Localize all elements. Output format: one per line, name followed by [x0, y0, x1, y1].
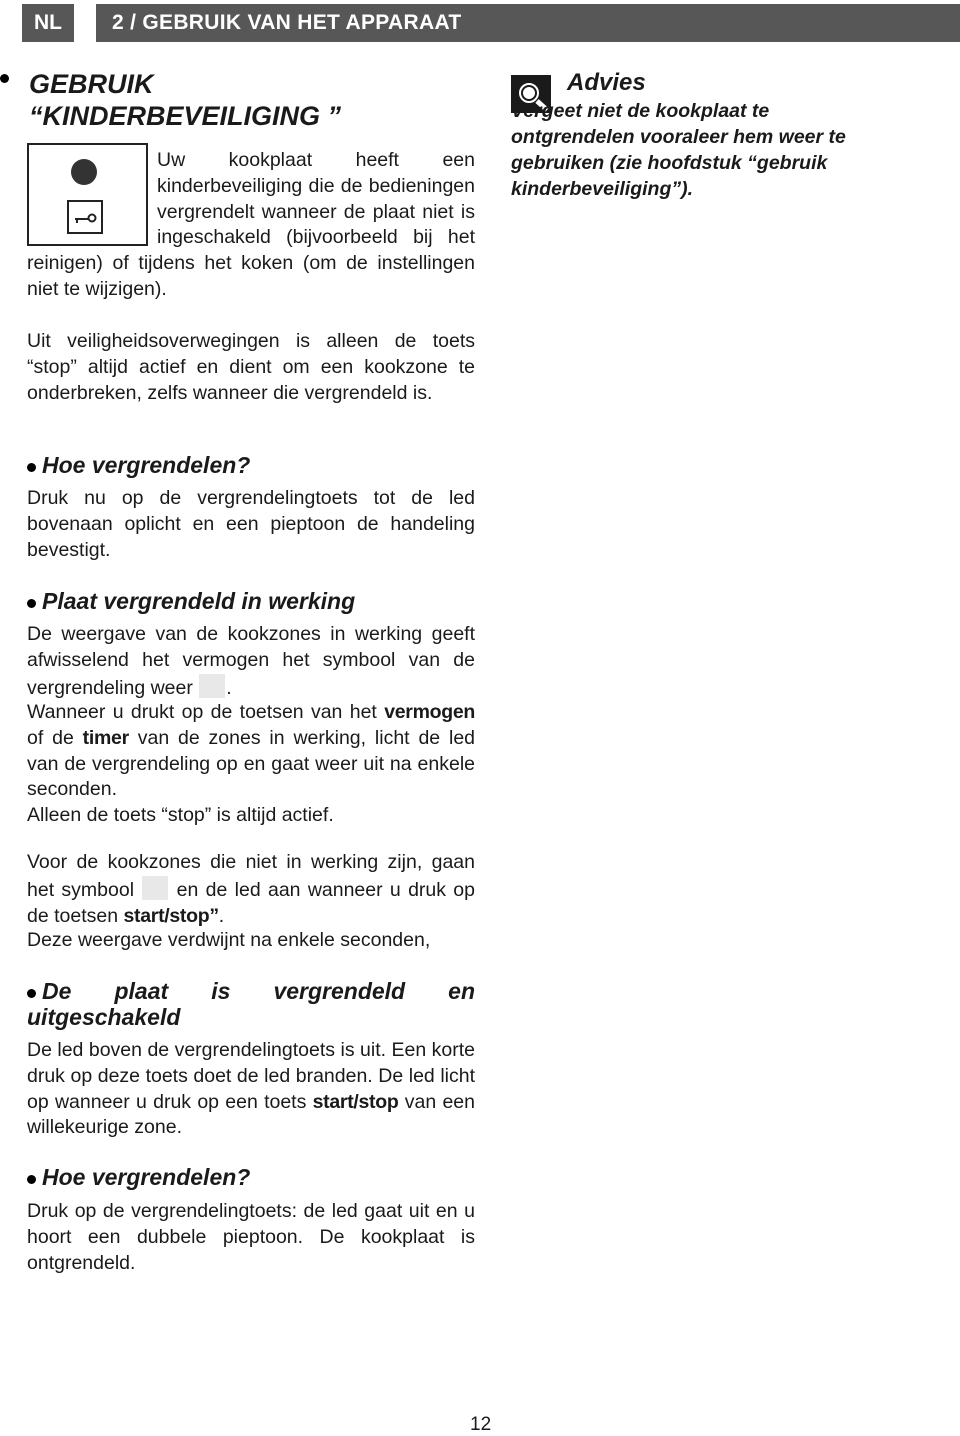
locked-off-heading [27, 978, 475, 1030]
vermogen-term: vermogen [384, 701, 475, 723]
intro-paragraph [27, 148, 475, 303]
keys-paragraph [27, 700, 475, 803]
unlock-instructions: Druk op de vergrendelingtoets: de led gaat uit en u hoort een dubbele pieptoon. De kookplaat is ontgrendeld. [27, 1200, 475, 1274]
page-title-line1: GEBRUIK [29, 69, 154, 99]
language-badge: NL [22, 4, 74, 42]
bullet-dot [27, 1175, 36, 1184]
safety-paragraph: Uit veiligheidsoverwegingen is alleen de toets “stop” altijd actief en dient om een kookzone te onderbreken, zelfs wanneer die vergrendeld is. [27, 330, 475, 404]
inactive-text-b: en de led aan wanneer u druk op de toetsen [27, 878, 475, 927]
locked-off-text-a: De led boven de vergrendelingtoets is uit. Een korte druk op deze toets doet de led branden. De led licht op wanneer u druk op een toets [27, 1039, 475, 1113]
lock-heading [27, 452, 250, 478]
advice-text: Vergeet niet de kookplaat te ontgrendelen vooraleer hem weer te gebruiken (zie hoofdstuk “gebruik kinderbeveiliging”). [511, 100, 846, 200]
locked-off-text-b: van een willekeurige zone. [27, 1090, 475, 1139]
keys-text-c: van de zones in werking, licht de led van de vergrendeling op en gaat weer uit na enkele seconden. [27, 726, 476, 801]
display-paragraph [27, 622, 475, 701]
title-bullet [0, 74, 9, 83]
locked-off-heading-line1: De plaat is vergrendeld en [42, 978, 475, 1004]
lock-instructions: Druk nu op de vergrendelingtoets tot de led bovenaan oplicht en een pieptoon de handeling bevestigt. [27, 487, 475, 561]
start-stop-term: start/stop” [123, 904, 219, 927]
page-number: 12 [470, 1414, 492, 1435]
locked-in-operation-heading [27, 588, 355, 614]
page-title-line2: “KINDERBEVEILIGING ” [29, 101, 342, 131]
keys-text-a: Wanneer u drukt op de toetsen van het [27, 701, 377, 723]
start-stop-term: start/stop [312, 1090, 399, 1113]
intro-text: Uw kookplaat heeft een kinderbeveiliging die de bedieningen vergrendelt wanneer de plaat niet is ingeschakeld (bijvoorbeeld bij het reinigen) of tijdens het koken (om de instellingen niet te wijzigen). [27, 149, 475, 300]
lock-symbol-icon [142, 876, 168, 900]
display-disappears-paragraph: Deze weergave verdwijnt na enkele seconden, [27, 929, 431, 951]
unlock-heading [27, 1164, 250, 1190]
unlock-heading-text: Hoe vergrendelen? [42, 1164, 251, 1190]
page-title [29, 68, 449, 132]
display-text: De weergave van de kookzones in werking geeft afwisselend het vermogen het symbool van de vergrendeling weer [27, 623, 475, 699]
inactive-text-c: . [218, 904, 225, 927]
inactive-zones-paragraph [27, 850, 475, 929]
locked-off-paragraph [27, 1038, 475, 1141]
locked-in-operation-heading-text: Plaat vergrendeld in werking [42, 588, 356, 614]
keys-text-b: of de [27, 726, 74, 749]
bullet-dot [27, 599, 36, 608]
lock-heading-text: Hoe vergrendelen? [42, 452, 251, 478]
bullet-dot [27, 989, 36, 998]
stop-active-paragraph: Alleen de toets “stop” is altijd actief. [27, 804, 334, 826]
lock-symbol-icon [199, 674, 225, 698]
section-header: 2 / GEBRUIK VAN HET APPARAAT [96, 4, 960, 42]
advice-title: Advies [567, 69, 646, 96]
locked-off-heading-line2: uitgeschakeld [27, 1004, 181, 1030]
timer-term: timer [82, 726, 129, 749]
display-text-end: . [226, 676, 232, 699]
inactive-text-a: Voor de kookzones die niet in werking zijn, gaan het symbool [27, 851, 475, 901]
bullet-dot [27, 463, 36, 472]
